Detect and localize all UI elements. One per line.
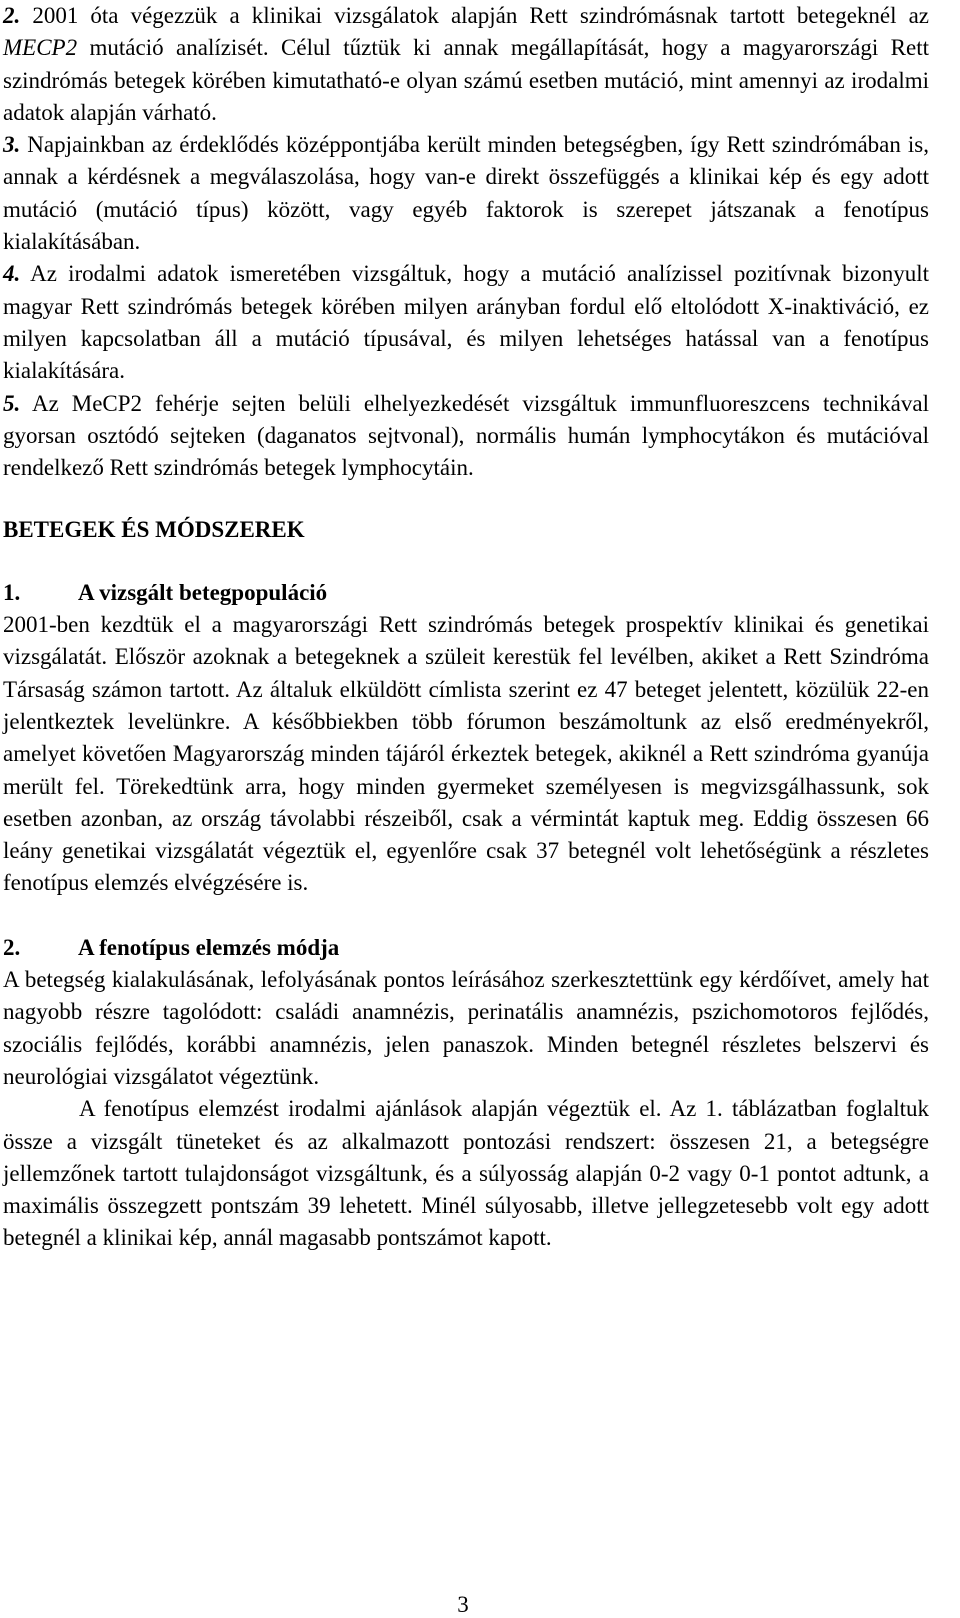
subsection-1-body: 2001-ben kezdtük el a magyarországi Rett szindrómás betegek prospektív klinikai és genetikai vizsgálatát. Először azoknak a betegeknek a szüleit kerestük fel levélben, akiket a Rett Szindróma Társaság számon tartott. Az általuk elküldött címlista szerint ez 47 beteget jelentett, közülük 22-en jelentkeztek levelünkre. A későbbiekben több fórumon beszámoltunk az első eredményekről, amelyet követően Magyarország minden tájáról érkeztek betegek, akiknél a Rett szindróma gyanúja merült fel. Törekedtünk arra, hogy minden gyermeket személyesen is megvizsgálhassunk, sok esetben azonban, az ország távolabbi részeiből, csak a vérmintát kaptuk meg. Eddig összesen 66 leány genetikai vizsgálatát végeztük el, egyenlőre csak 37 betegnél volt lehetőségünk a részletes fenotípus elemzés elvégzésére is.	[3, 612, 929, 896]
item-number: 3.	[3, 132, 21, 158]
subsection-2-heading	[3, 932, 929, 964]
subsection-number: 1.	[3, 579, 21, 605]
document-page	[3, 0, 929, 1255]
gene-name: MECP2	[3, 35, 78, 61]
subsection-number: 2.	[3, 934, 21, 960]
item-text: Napjainkban az érdeklődés középpontjába került minden betegségben, így Rett szindrómában is, annak a kérdésnek a megválaszolása, hogy van-e direkt összefüggés a klinikai kép és egy adott mutáció (mutáció típus) között, vagy egyéb faktorok is szerepet játszanak a fenotípus kialakításában.	[3, 132, 929, 255]
subsection-title: A fenotípus elemzés módja	[78, 934, 340, 960]
item-number: 2.	[3, 3, 21, 28]
paragraph-text: A fenotípus elemzést irodalmi ajánlások alapján végeztük el. Az 1. táblázatban foglaltuk össze a vizsgált tüneteket és az alkalmazott pontozási rendszert: összesen 21, a betegségre jellemzőnek tartott tulajdonságot vizsgáltunk, és a súlyosság alapján 0-2 vagy 0-1 pontot adtunk, a maximális összegzett pontszám 39 lehetett. Minél súlyosabb, illetve jellegzetesebb volt egy adott betegnél a klinikai kép, annál magasabb pontszámot kapott.	[3, 1096, 929, 1251]
item-text: Az irodalmi adatok ismeretében vizsgáltuk, hogy a mutáció analízissel pozitívnak bizonyult magyar Rett szindrómás betegek körében milyen arányban fordul elő eltolódott X-inaktiváció, ez milyen kapcsolatban áll a mutáció típusával, és milyen lehetséges hatással van a fenotípus kialakítására.	[3, 261, 929, 384]
intro-item-3	[3, 129, 929, 258]
item-text: Az MeCP2 fehérje sejten belüli elhelyezkedését vizsgáltuk immunfluoreszcens technikával gyorsan osztódó sejteken (daganatos sejtvonal), normális humán lymphocytákon és mutációval rendelkező Rett szindrómás betegek lymphocytáin.	[3, 390, 929, 481]
subsection-2-body-1: A betegség kialakulásának, lefolyásának pontos leírásához szerkesztettünk egy kérdőívet, amely hat nagyobb részre tagolódott: családi anamnézis, perinatális anamnézis, pszichomotoros fejlődés, szociális fejlődés, korábbi anamnézis, jelen panaszok. Minden betegnél részletes belszervi és neurológiai vizsgálatot végeztünk.	[3, 967, 929, 1089]
intro-item-5	[3, 388, 929, 485]
item-number: 5.	[3, 390, 21, 416]
intro-item-4	[3, 258, 929, 387]
section-title: BETEGEK ÉS MÓDSZEREK	[3, 517, 305, 543]
subsection-1-heading	[3, 577, 929, 609]
item-text-cont: mutáció analízisét. Célul tűztük ki annak megállapítását, hogy a magyarországi Rett szindrómás betegek körében kimutatható-e olyan számú esetben mutáció, mint amennyi az irodalmi adatok alapján várható.	[3, 35, 929, 125]
item-number: 4.	[3, 261, 21, 287]
intro-item-2	[3, 0, 929, 129]
subsection-title: A vizsgált betegpopuláció	[78, 579, 328, 605]
page-number: 3	[457, 1592, 469, 1617]
subsection-2-body-2	[3, 1093, 929, 1254]
item-text: 2001 óta végezzük a klinikai vizsgálatok alapján Rett szindrómásnak tartott betegeknél az	[20, 3, 929, 28]
